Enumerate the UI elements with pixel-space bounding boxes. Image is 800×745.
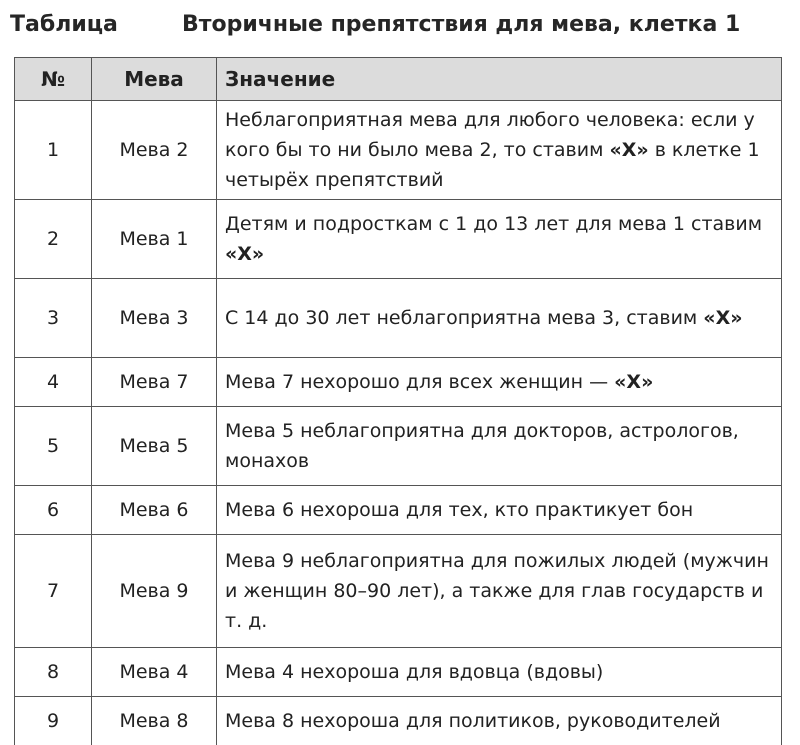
row-number: 1 — [15, 101, 92, 200]
value-tail: в клетке 1 четырёх препятствий — [225, 139, 760, 191]
row-meva: Мева 7 — [92, 358, 217, 407]
row-meva: Мева 1 — [92, 200, 217, 279]
mark-x: «Х» — [609, 139, 648, 161]
table-row — [15, 200, 782, 279]
header-value: Значение — [217, 58, 782, 101]
value-text: С 14 до 30 лет неблагоприятна мева 3, ставим — [225, 307, 703, 329]
mark-x: «Х» — [614, 371, 653, 393]
row-value: Мева 8 нехороша для политиков, руководителей — [217, 697, 782, 745]
row-number: 6 — [15, 486, 92, 535]
table-row — [15, 101, 782, 200]
row-number: 5 — [15, 407, 92, 486]
mark-x: «Х» — [703, 307, 742, 329]
table-caption — [10, 4, 792, 44]
header-meva: Мева — [92, 58, 217, 101]
table-row — [15, 648, 782, 697]
table-row — [15, 535, 782, 648]
table-row — [15, 407, 782, 486]
row-value — [217, 279, 782, 358]
header-number: № — [15, 58, 92, 101]
value-text: Неблагоприятная мева для любого человека: если у кого бы то ни было мева 2, то ставим — [225, 109, 755, 161]
row-meva: Мева 4 — [92, 648, 217, 697]
table-row — [15, 279, 782, 358]
row-value: Мева 4 нехороша для вдовца (вдовы) — [217, 648, 782, 697]
row-value: Мева 5 неблагоприятна для докторов, астрологов, монахов — [217, 407, 782, 486]
row-value: Мева 6 нехороша для тех, кто практикует бон — [217, 486, 782, 535]
row-value — [217, 101, 782, 200]
table-row — [15, 358, 782, 407]
row-number: 3 — [15, 279, 92, 358]
mark-x: «Х» — [225, 243, 264, 265]
row-number: 4 — [15, 358, 92, 407]
meva-obstacles-table — [14, 57, 782, 745]
row-meva: Мева 2 — [92, 101, 217, 200]
row-number: 9 — [15, 697, 92, 745]
table-row — [15, 486, 782, 535]
caption-title: Вторичные препятствия для мева, клетка 1 — [182, 12, 792, 37]
row-meva: Мева 9 — [92, 535, 217, 648]
caption-label: Таблица — [10, 12, 182, 37]
table-header-row — [15, 58, 782, 101]
row-meva: Мева 8 — [92, 697, 217, 745]
table-row — [15, 697, 782, 745]
row-value — [217, 358, 782, 407]
row-number: 7 — [15, 535, 92, 648]
row-meva: Мева 5 — [92, 407, 217, 486]
row-number: 8 — [15, 648, 92, 697]
row-meva: Мева 3 — [92, 279, 217, 358]
value-text: Детям и подросткам с 1 до 13 лет для мева 1 ставим — [225, 213, 762, 235]
row-value: Мева 9 неблагоприятна для пожилых людей (мужчин и женщин 80–90 лет), а также для глав государств и т. д. — [217, 535, 782, 648]
row-number: 2 — [15, 200, 92, 279]
row-meva: Мева 6 — [92, 486, 217, 535]
value-text: Мева 7 нехорошо для всех женщин — — [225, 371, 614, 393]
row-value — [217, 200, 782, 279]
